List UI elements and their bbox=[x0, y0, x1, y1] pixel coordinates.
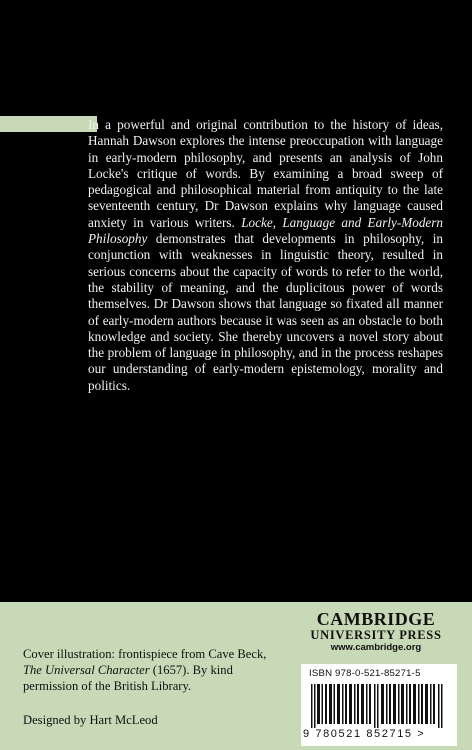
barcode-icon bbox=[311, 684, 447, 728]
publisher-url: www.cambridge.org bbox=[330, 642, 422, 653]
cover-illustration-credit bbox=[23, 646, 283, 694]
credit-suffix: (1657). By kind permission of the British Library. bbox=[23, 663, 233, 693]
credit-title: The Universal Character bbox=[23, 663, 150, 677]
back-cover-blurb bbox=[88, 117, 443, 394]
designer-credit: Designed by Hart McLeod bbox=[23, 713, 158, 727]
footer-panel bbox=[0, 602, 472, 750]
barcode-digits: 9 780521 852715 > bbox=[303, 728, 426, 740]
barcode-panel bbox=[301, 664, 457, 746]
publisher-logo bbox=[296, 610, 456, 654]
book-title-italic: Locke, Language and Early-Modern Philosophy bbox=[88, 214, 443, 247]
accent-bar bbox=[0, 116, 97, 132]
blurb-part-2: demonstrates that developments in philosophy, in conjunction with weaknesses in linguistic theory, resulted in serious concerns about the capacity of words to refer to the world, the stability of meaning, and the duplicitous power of words themselves. Dr Dawson shows that language so fixated all manner of early-modern authors because it was seen as an obstacle to both knowledge and society. She thereby uncovers a novel story about the problem of language in philosophy, and in the process reshapes our understanding of early-modern epistemology, morality and politics. bbox=[88, 231, 443, 393]
publisher-name: CAMBRIDGE bbox=[316, 609, 436, 629]
credit-prefix: Cover illustration: frontispiece from Cave Beck, bbox=[23, 647, 267, 661]
isbn-text: ISBN 978-0-521-85271-5 bbox=[309, 668, 421, 679]
publisher-press: UNIVERSITY PRESS bbox=[310, 628, 442, 642]
blurb-part-1: In a powerful and original contribution to the history of ideas, Hannah Dawson explores the intense preoccupation with language in early-modern philosophy, and presents an analysis of John Locke's critique of words. By examining a broad sweep of pedagogical and philosophical material from antiquity to the late seventeenth century, Dr Dawson explains why language caused anxiety in various writers. bbox=[88, 117, 443, 230]
